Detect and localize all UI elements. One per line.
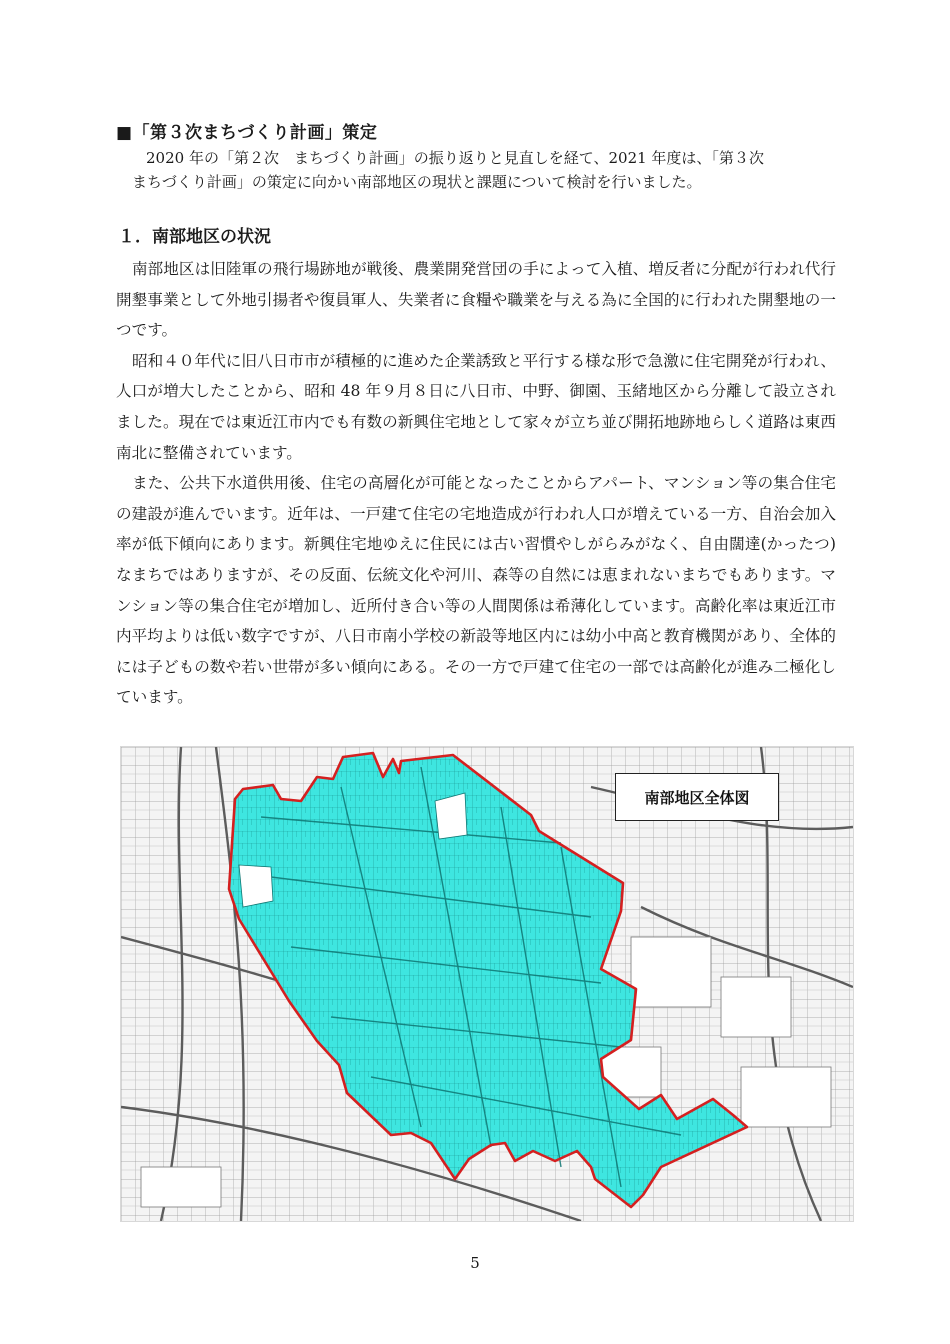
section-heading: ■「第３次まちづくり計画」策定 [116,123,378,143]
body-text [116,254,836,713]
paragraph: また、公共下水道供用後、住宅の高層化が可能となったことからアパート、マンション等の集合住宅の建設が進んでいます。近年は、一戸建て住宅の宅地造成が行われ人口が増えている一方、自治会加入率が低下傾向にあります。新興住宅地ゆえに住民には古い習慣やしがらみがなく、自由闊達(かったつ)なまちではありますが、その反面、伝統文化や河川、森等の自然には恵まれないまちでもあります。マンション等の集合住宅が増加し、近所付き合い等の人間関係は希薄化しています。高齢化率は東近江市内平均よりは低い数字ですが、八日市南小学校の新設等地区内には幼小中高と教育機関があり、全体的には子どもの数や若い世帯が多い傾向にある。その一方で戸建て住宅の一部では高齢化が進み二極化しています。 [116,474,836,707]
map-label: 南部地区全体図 [615,773,779,821]
paragraph: 南部地区は旧陸軍の飛行場跡地が戦後、農業開発営団の手によって入植、増反者に分配が行われ代行開墾事業として外地引揚者や復員軍人、失業者に食糧や職業を与える為に全国的に行われた開墾地の一つです。 [116,260,836,340]
district-map [120,746,854,1222]
intro-line-2: まちづくり計画」の策定に向かい南部地区の現状と課題について検討を行いました。 [132,173,702,191]
intro-line-1: 2020 年の「第２次 まちづくり計画」の振り返りと見直しを経て、2021 年度は、「第３次 [146,149,764,167]
paragraph: 昭和４０年代に旧八日市市が積極的に進めた企業誘致と平行する様な形で急激に住宅開発が行われ、人口が増大したことから、昭和 48 年９月８日に八日市、中野、御園、玉緒地区から分離して設立されました。現在では東近江市内でも有数の新興住宅地として家々が立ち並び開拓地跡地らしく道路は東西南北に整備されています。 [116,351,836,462]
page-number: 5 [470,1254,480,1272]
section-intro [116,146,836,194]
subsection-heading: １．南部地区の状況 [118,227,271,247]
